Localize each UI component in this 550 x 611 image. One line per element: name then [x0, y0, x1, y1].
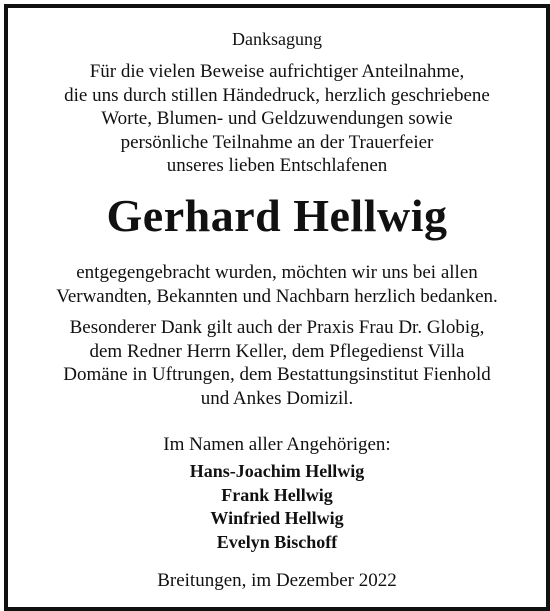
signer-name: Hans-Joachim Hellwig	[189, 461, 365, 481]
special-thanks-line: dem Redner Herrn Keller, dem Pflegedienst Villa	[89, 340, 465, 362]
signer-name: Evelyn Bischoff	[216, 531, 338, 552]
thanks-line: entgegengebracht wurden, möchten wir uns bei allen	[76, 262, 478, 283]
intro-line: die uns durch stillen Händedruck, herzlich geschriebene	[64, 84, 490, 106]
deceased-name: Gerhard Hellwig	[106, 190, 448, 241]
special-thanks-line: Domäne in Uftrungen, dem Bestattungsinstitut Fienhold	[63, 364, 491, 385]
special-thanks-line: und Ankes Domizil.	[200, 387, 354, 409]
thanks-paragraph	[8, 261, 546, 308]
notice-title: Danksagung	[232, 29, 322, 49]
intro-line: unseres lieben Entschlafenen	[166, 155, 388, 176]
place-date: Breitungen, im Dezember 2022	[157, 570, 397, 591]
signer-name: Frank Hellwig	[221, 484, 333, 505]
signers-list	[8, 460, 546, 554]
notice-border	[4, 4, 550, 611]
thanks-line: Verwandten, Bekannten und Nachbarn herzlich bedanken.	[56, 285, 498, 307]
special-thanks-paragraph	[8, 316, 546, 410]
signer-name: Winfried Hellwig	[210, 508, 344, 528]
intro-paragraph	[8, 60, 546, 178]
intro-line: persönliche Teilnahme an der Trauerfeier	[120, 131, 434, 153]
intro-line: Für die vielen Beweise aufrichtiger Anteilnahme,	[89, 61, 465, 82]
obituary-thanks-notice	[8, 8, 546, 607]
special-thanks-line: Besonderer Dank gilt auch der Praxis Frau Dr. Globig,	[69, 317, 485, 338]
closing-line: Im Namen aller Angehörigen:	[163, 434, 391, 455]
intro-line: Worte, Blumen- und Geldzuwendungen sowie	[101, 108, 453, 129]
